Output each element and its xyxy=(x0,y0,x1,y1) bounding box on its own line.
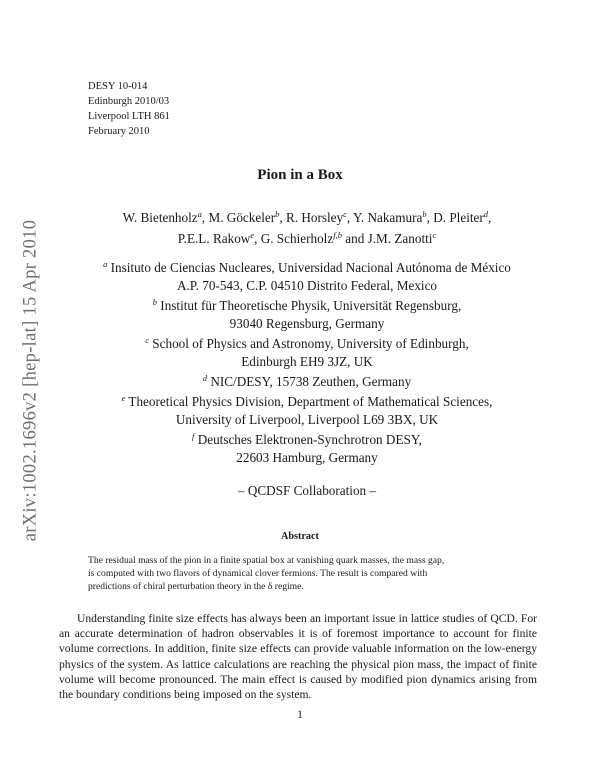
author: Y. Nakamura$^b$ xyxy=(353,209,427,225)
author: M. Göckeler$^b$ xyxy=(208,209,280,225)
author: D. Pleiter$^d$ xyxy=(433,209,489,225)
affiliation-list xyxy=(60,259,554,469)
author-list: W. Bietenholz$^a$, M. Göckeler$^b$, R. Horsley$^c$, Y. Nakamura$^b$, D. Pleiter$^d$, P.E.L. Rakow$^e$, G. Schierholz$^{f,b}$ and J.M. Zanotti$^c$ xyxy=(122,209,492,246)
arxiv-stamp-text: arXiv:1002.1696v2 [hep-lat] 15 Apr 2010 xyxy=(20,219,41,541)
affiliation: $^f$ Deutsches Elektronen-Synchrotron DESY, 22603 Hamburg, Germany xyxy=(192,431,422,465)
affiliation: $^e$ Theoretical Physics Division, Department of Mathematical Sciences, University of Liverpool, Liverpool L69 3BX, UK xyxy=(121,393,493,427)
affiliation: $^c$ School of Physics and Astronomy, University of Edinburgh, Edinburgh EH9 3JZ, UK xyxy=(145,335,469,369)
author: P.E.L. Rakow$^e$ xyxy=(177,230,255,246)
arxiv-stamp xyxy=(14,195,48,565)
abstract-text xyxy=(88,554,528,594)
author: G. Schierholz$^{f,b}$ xyxy=(260,230,342,246)
paper-title: Pion in a Box xyxy=(257,167,343,183)
affiliation: $^d$ NIC/DESY, 15738 Zeuthen, Germany xyxy=(202,373,412,389)
collaboration: – QCDSF Collaboration – xyxy=(237,483,377,498)
report-id-desy: DESY 10-014 xyxy=(88,81,148,92)
report-date: February 2010 xyxy=(88,126,150,137)
report-numbers xyxy=(88,79,170,139)
author: R. Horsley$^c$ xyxy=(285,209,347,225)
author: W. Bietenholz$^a$ xyxy=(122,209,202,225)
body-paragraph: Understanding finite size effects has always been an important issue in lattice studies of QCD. For an accurate determination of hadron observables it is of foremost importance to account for finite volume corrections. In addition, finite size effects can provide valuable information on the low-energy physics of the system. As lattice calculations are reaching the physical pion mass, the impact of finite volume will become pronounced. The main effect is caused by modified pion dynamics arising from the boundary conditions being imposed on the system. xyxy=(59,612,537,702)
abstract-line: predictions of chiral perturbation theory in the δ regime. xyxy=(88,581,304,593)
abstract-line: is computed with two flavors of dynamical clover fermions. The result is compared with xyxy=(88,568,428,580)
page-number: 1 xyxy=(297,708,303,721)
report-id-liverpool: Liverpool LTH 861 xyxy=(88,111,170,122)
affiliation: $^a$ Insituto de Ciencias Nucleares, Universidad Nacional Autónoma de México A.P. 70-543, C.P. 04510 Distrito Federal, Mexico xyxy=(103,259,511,293)
affiliation: $^b$ Institut für Theoretische Physik, Universität Regensburg, 93040 Regensburg, Germany xyxy=(152,297,462,331)
author: J.M. Zanotti$^c$ xyxy=(367,230,437,246)
report-id-edinburgh: Edinburgh 2010/03 xyxy=(88,96,170,107)
abstract-line: The residual mass of the pion in a finite spatial box at vanishing quark masses, the mass gap, xyxy=(88,555,445,566)
abstract-heading: Abstract xyxy=(281,531,319,542)
